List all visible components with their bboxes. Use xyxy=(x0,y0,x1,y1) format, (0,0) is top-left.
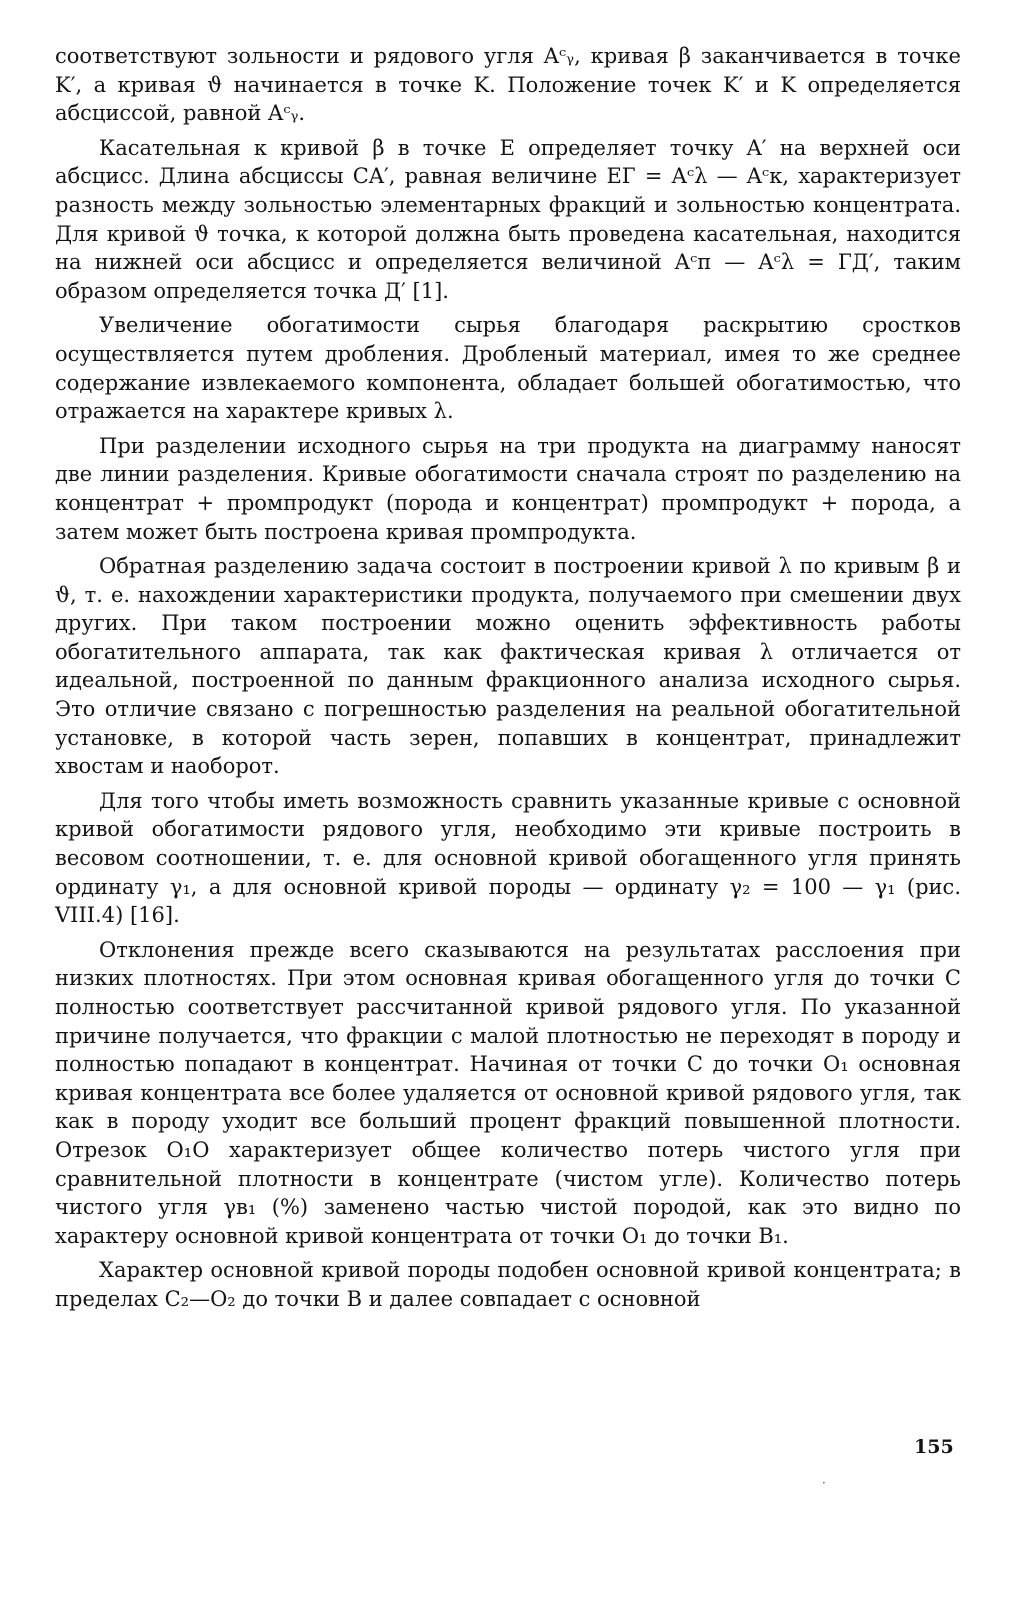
page-number: 155 xyxy=(914,1436,954,1458)
paragraph-8: Характер основной кривой породы подобен основной кривой концентрата; в пределах C₂—O₂ до точки B и далее совпадает с основной xyxy=(55,1258,961,1311)
print-speck: · xyxy=(822,1476,826,1490)
paragraph-1: соответствуют зольности и рядового угля Aᶜᵧ, кривая β заканчивается в точке K′, а кривая ϑ начинается в точке K. Положение точек K′ и K определяется абсциссой, равной Aᶜᵧ. xyxy=(55,44,961,126)
paragraph-2: Касательная к кривой β в точке E определяет точку A′ на верхней оси абсцисс. Длина абсциссы CA′, равная величине EГ = Aᶜλ — Aᶜк, характеризует разность между зольностью элементарных фракций и зольностью концентрата. Для кривой ϑ точка, к которой должна быть проведена касательная, находится на нижней оси абсцисс и определяется величиной Aᶜп — Aᶜλ = ГД′, таким образом определяется точка Д′ [1]. xyxy=(55,135,961,303)
body-text xyxy=(55,42,961,1320)
paragraph-5: Обратная разделению задача состоит в построении кривой λ по кривым β и ϑ, т. е. нахождении характеристики продукта, получаемого при смешении двух других. При таком построении можно оценить эффективность работы обогатительного аппарата, так как фактическая кривая λ отличается от идеальной, построенной по данным фракционного анализа исходного сырья. Это отличие связано с погрешностью разделения на реальной обогатительной установке, в которой часть зерен, попавших в концентрат, принадлежит хвостам и наоборот. xyxy=(55,554,961,779)
paragraph-6: Для того чтобы иметь возможность сравнить указанные кривые с основной кривой обогатимости рядового угля, необходимо эти кривые построить в весовом соотношении, т. е. для основной кривой обогащенного угля принять ординату γ₁, а для основной кривой породы — ординату γ₂ = 100 — γ₁ (рис. VIII.4) [16]. xyxy=(55,788,961,928)
paragraph-4: При разделении исходного сырья на три продукта на диаграмму наносят две линии разделения. Кривые обогатимости сначала строят по разделению на концентрат + промпродукт (порода и концентрат) промпродукт + порода, а затем может быть построена кривая промпродукта. xyxy=(55,433,961,544)
paragraph-7: Отклонения прежде всего сказываются на результатах расслоения при низких плотностях. При этом основная кривая обогащенного угля до точки C полностью соответствует рассчитанной кривой рядового угля. По указанной причине получается, что фракции с малой плотностью не переходят в породу и полностью попадают в концентрат. Начиная от точки C до точки O₁ основная кривая концентрата все более удаляется от основной кривой рядового угля, так как в породу уходит все больший процент фракций повышенной плотности. Отрезок O₁O характеризует общее количество потерь чистого угля при сравнительной плотности в концентрате (чистом угле). Количество потерь чистого угля γв₁ (%) заменено частью чистой породой, как это видно по характеру основной кривой концентрата от точки O₁ до точки B₁. xyxy=(55,937,961,1248)
paragraph-3: Увеличение обогатимости сырья благодаря раскрытию сростков осуществляется путем дробления. Дробленый материал, имея то же среднее содержание извлекаемого компонента, обладает большей обогатимостью, что отражается на характере кривых λ. xyxy=(55,313,961,424)
